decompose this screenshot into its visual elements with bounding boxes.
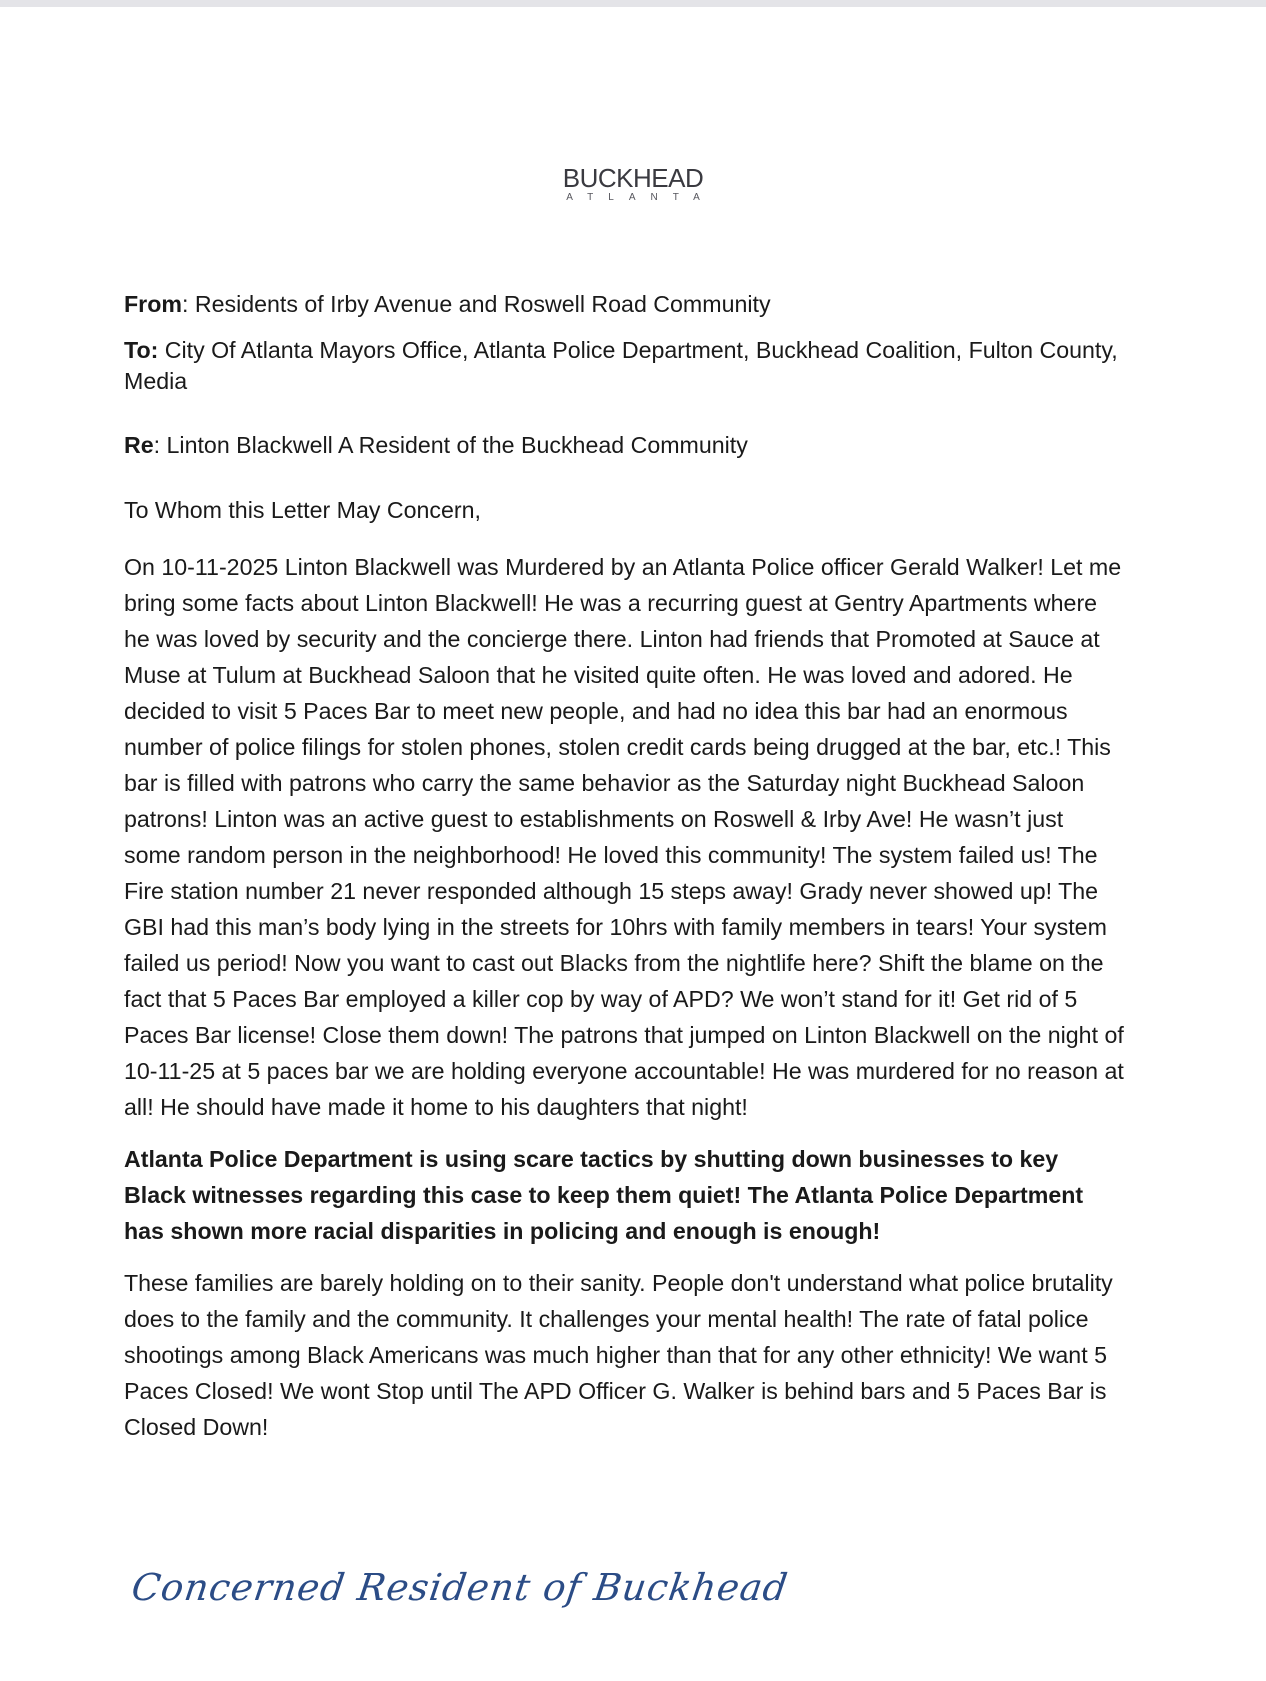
logo-name: BUCKHEAD [562,163,704,193]
re-line [124,427,1124,463]
re-value: : Linton Blackwell A Resident of the Buckhead Community [153,432,748,458]
from-value: : Residents of Irby Avenue and Roswell Road Community [181,291,771,317]
paragraph-bold: Atlanta Police Department is using scare tactics by shutting down businesses to key Black witnesses regarding this case to keep them quiet! The Atlanta Police Department has shown more racial disparities in policing and enough is enough! [124,1146,1084,1244]
paragraph-main: On 10-11-2025 Linton Blackwell was Murdered by an Atlanta Police officer Gerald Walker! Let me bring some facts about Linton Blackwell! He was a recurring guest at Gentry Apartments where he was loved by security and the concierge there. Linton had friends that Promoted at Sauce at Muse at Tulum at Buckhead Saloon that he visited quite often. He was loved and adored. He decided to visit 5 Paces Bar to meet new people, and had no idea this bar had an enormous number of police filings for stolen phones, stolen credit cards being drugged at the bar, etc.! This bar is filled with patrons who carry the same behavior as the Saturday night Buckhead Saloon patrons! Linton was an active guest to establishments on Roswell & Irby Ave! He wasn’t just some random person in the neighborhood! He loved this community! The system failed us! The Fire station number 21 never responded although 15 steps away! Grady never showed up! The GBI had this man’s body lying in the streets for 10hrs with family members in tears! Your system failed us period! Now you want to cast out Blacks from the nightlife here? Shift the blame on the fact that 5 Paces Bar employed a killer cop by way of APD? We won’t stand for it! Get rid of 5 Paces Bar license! Close them down! The patrons that jumped on Linton Blackwell on the night of 10-11-25 at 5 paces bar we are holding everyone accountable! He was murdered for no reason at all! He should have made it home to his daughters that night! [124,554,1124,1120]
buckhead-logo [0,164,1266,204]
salutation: To Whom this Letter May Concern, [124,497,481,523]
logo-city: ATLANTA [566,192,715,203]
re-label: Re [124,432,154,458]
from-label: From [124,291,182,317]
to-value: City Of Atlanta Mayors Office, Atlanta Police Department, Buckhead Coalition, Fulton County, Media [124,337,1118,394]
to-line [124,335,1124,397]
paragraph-closing: These families are barely holding on to their sanity. People don't understand what police brutality does to the family and the community. It challenges your mental health! The rate of fatal police shootings among Black Americans was much higher than that for any other ethnicity! We want 5 Paces Closed! We wont Stop until The APD Officer G. Walker is behind bars and 5 Paces Bar is Closed Down! [124,1270,1113,1440]
from-line [124,286,1124,322]
signature: Concerned Resident of Buckhead [128,1566,791,1609]
top-edge-divider [0,0,1266,7]
letter-body [124,286,1124,1461]
to-label: To: [124,337,159,363]
